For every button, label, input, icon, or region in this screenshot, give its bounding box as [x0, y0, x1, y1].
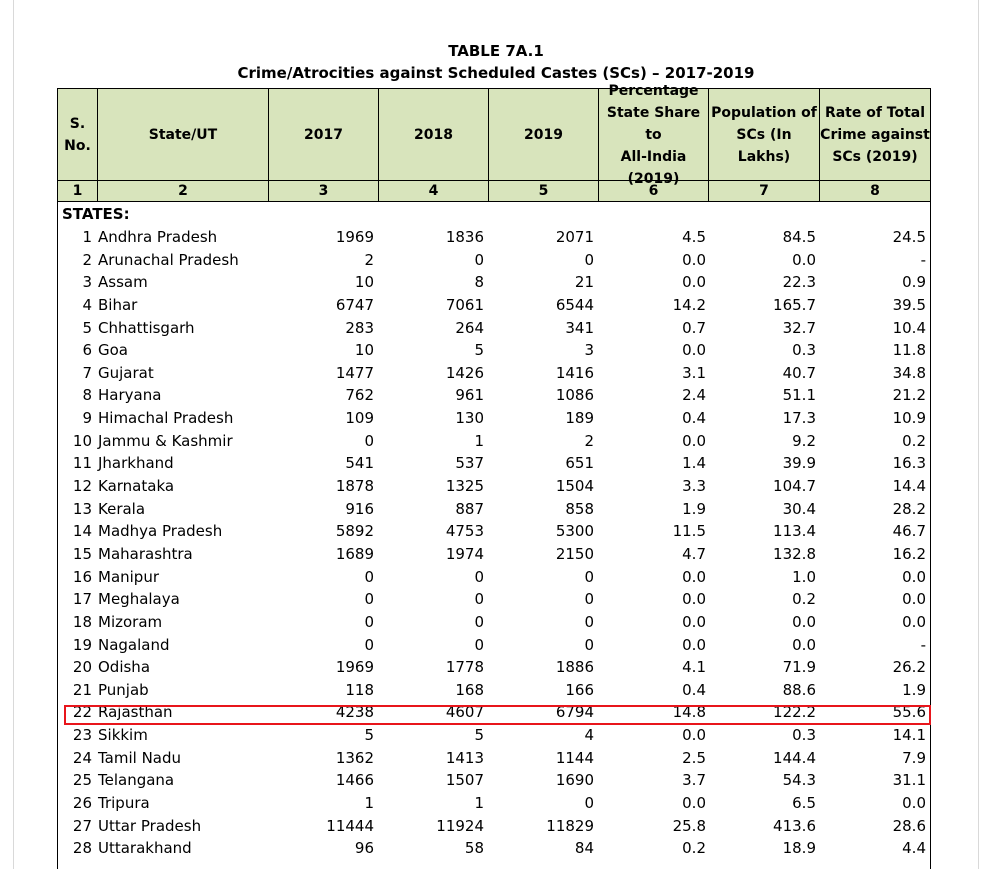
cell-share: 0.4 — [682, 680, 706, 699]
cell-rate: 0.9 — [902, 273, 926, 292]
cell-2019: 0 — [584, 590, 594, 609]
cell-2019: 6544 — [555, 295, 594, 314]
cell-rate: 14.4 — [892, 477, 926, 496]
cell-state: Mizoram — [98, 612, 163, 631]
cell-share: 0.0 — [682, 590, 706, 609]
cell-2019: 1086 — [555, 386, 594, 405]
cell-2019: 1504 — [555, 477, 594, 496]
cell-population: 18.9 — [782, 839, 816, 858]
cell-2019: 0 — [584, 567, 594, 586]
cell-share: 1.9 — [682, 499, 706, 518]
cell-2018: 264 — [455, 318, 484, 337]
cell-sno: 11 — [72, 454, 92, 473]
cell-share: 0.0 — [682, 726, 706, 745]
table-row — [58, 498, 930, 521]
cell-state: Assam — [98, 273, 148, 292]
cell-rate: 26.2 — [892, 658, 926, 677]
table-row — [58, 815, 930, 838]
cell-population: 84.5 — [782, 228, 816, 246]
cell-rate: 10.4 — [892, 318, 926, 337]
cell-rate: 0.0 — [902, 590, 926, 609]
cell-state: Haryana — [98, 386, 162, 405]
column-number-3: 3 — [269, 180, 379, 202]
cell-2017: 4238 — [335, 703, 374, 722]
cell-state: Rajasthan — [98, 703, 173, 722]
cell-2018: 1426 — [445, 363, 484, 382]
cell-2018: 1413 — [445, 748, 484, 767]
cell-state: Bihar — [98, 295, 138, 314]
section-label: STATES: — [62, 205, 130, 223]
cell-sno: 20 — [72, 658, 92, 677]
cell-2019: 2071 — [555, 228, 594, 246]
table-row — [58, 317, 930, 340]
cell-2017: 5892 — [335, 522, 374, 541]
cell-population: 22.3 — [782, 273, 816, 292]
cell-state: Meghalaya — [98, 590, 180, 609]
cell-share: 2.4 — [682, 386, 706, 405]
cell-share: 0.2 — [682, 839, 706, 858]
header-2017: 2017 — [269, 89, 379, 181]
cell-rate: 0.0 — [902, 794, 926, 813]
cell-2017: 5 — [364, 726, 374, 745]
cell-sno: 26 — [72, 794, 92, 813]
cell-2017: 10 — [354, 341, 374, 360]
cell-rate: 7.9 — [902, 748, 926, 767]
cell-share: 4.5 — [682, 228, 706, 246]
cell-2019: 1416 — [555, 363, 594, 382]
cell-2019: 189 — [565, 409, 594, 428]
cell-2018: 1778 — [445, 658, 484, 677]
cell-rate: 24.5 — [892, 228, 926, 246]
cell-sno: 21 — [72, 680, 92, 699]
cell-2017: 1969 — [335, 228, 374, 246]
cell-population: 6.5 — [792, 794, 816, 813]
table-row — [58, 634, 930, 657]
cell-2017: 1477 — [335, 363, 374, 382]
cell-2018: 961 — [455, 386, 484, 405]
cell-sno: 6 — [82, 341, 92, 360]
cell-2017: 0 — [364, 567, 374, 586]
cell-share: 4.1 — [682, 658, 706, 677]
cell-share: 1.4 — [682, 454, 706, 473]
cell-share: 0.0 — [682, 612, 706, 631]
cell-state: Punjab — [98, 680, 149, 699]
cell-population: 0.0 — [792, 250, 816, 269]
cell-state: Tripura — [98, 794, 150, 813]
cell-2017: 916 — [345, 499, 374, 518]
cell-2019: 166 — [565, 680, 594, 699]
header-population: Population of SCs (In Lakhs) — [709, 89, 820, 181]
cell-share: 0.4 — [682, 409, 706, 428]
cell-rate: 0.0 — [902, 567, 926, 586]
cell-state: Goa — [98, 341, 128, 360]
cell-2017: 0 — [364, 431, 374, 450]
table-header — [57, 83, 931, 202]
cell-2019: 1144 — [555, 748, 594, 767]
table-row — [58, 430, 930, 453]
cell-2017: 2 — [364, 250, 374, 269]
cell-2019: 0 — [584, 794, 594, 813]
cell-sno: 9 — [82, 409, 92, 428]
cell-state: Madhya Pradesh — [98, 522, 223, 541]
table-row — [58, 611, 930, 634]
cell-state: Jharkhand — [98, 454, 174, 473]
cell-state: Arunachal Pradesh — [98, 250, 239, 269]
cell-2019: 2 — [584, 431, 594, 450]
cell-rate: 28.2 — [892, 499, 926, 518]
cell-sno: 18 — [72, 612, 92, 631]
cell-2019: 11829 — [546, 816, 594, 835]
cell-sno: 15 — [72, 544, 92, 563]
cell-share: 0.0 — [682, 431, 706, 450]
header-state: State/UT — [98, 89, 269, 181]
cell-sno: 16 — [72, 567, 92, 586]
cell-2018: 130 — [455, 409, 484, 428]
cell-sno: 22 — [72, 703, 92, 722]
cell-2017: 1 — [364, 794, 374, 813]
cell-share: 0.0 — [682, 273, 706, 292]
cell-rate: 14.1 — [892, 726, 926, 745]
table-row — [58, 747, 930, 770]
cell-2018: 4607 — [445, 703, 484, 722]
cell-population: 144.4 — [773, 748, 816, 767]
cell-2018: 4753 — [445, 522, 484, 541]
cell-2017: 1689 — [335, 544, 374, 563]
cell-sno: 19 — [72, 635, 92, 654]
cell-sno: 8 — [82, 386, 92, 405]
cell-2019: 0 — [584, 612, 594, 631]
cell-share: 14.8 — [672, 703, 706, 722]
cell-population: 0.3 — [792, 341, 816, 360]
cell-rate: 0.2 — [902, 431, 926, 450]
cell-population: 0.0 — [792, 612, 816, 631]
cell-rate: 31.1 — [892, 771, 926, 790]
table-row — [58, 566, 930, 589]
cell-share: 0.0 — [682, 567, 706, 586]
cell-share: 3.7 — [682, 771, 706, 790]
cell-sno: 14 — [72, 522, 92, 541]
cell-2018: 0 — [474, 590, 484, 609]
cell-2019: 341 — [565, 318, 594, 337]
cell-state: Uttar Pradesh — [98, 816, 202, 835]
cell-rate: 16.2 — [892, 544, 926, 563]
cell-2019: 1886 — [555, 658, 594, 677]
cell-state: Karnataka — [98, 477, 175, 496]
cell-share: 0.0 — [682, 250, 706, 269]
cell-sno: 28 — [72, 839, 92, 858]
cell-state: Sikkim — [98, 726, 148, 745]
cell-2017: 1969 — [335, 658, 374, 677]
cell-state: Maharashtra — [98, 544, 193, 563]
cell-population: 54.3 — [782, 771, 816, 790]
cell-2018: 1836 — [445, 228, 484, 246]
cell-population: 9.2 — [792, 431, 816, 450]
cell-2018: 5 — [474, 341, 484, 360]
table-row — [58, 452, 930, 475]
cell-2019: 3 — [584, 341, 594, 360]
header-rate: Rate of Total Crime against SCs (2019) — [820, 105, 930, 165]
table-rows — [58, 226, 930, 860]
column-number-7: 7 — [709, 180, 820, 202]
header-share: Percentage State Share to All-India (2019) — [599, 89, 709, 181]
cell-state: Nagaland — [98, 635, 170, 654]
cell-share: 4.7 — [682, 544, 706, 563]
cell-2018: 0 — [474, 612, 484, 631]
cell-sno: 12 — [72, 477, 92, 496]
cell-sno: 17 — [72, 590, 92, 609]
cell-sno: 1 — [82, 228, 92, 246]
cell-2017: 6747 — [335, 295, 374, 314]
cell-share: 11.5 — [672, 522, 706, 541]
table-row — [58, 837, 930, 860]
cell-share: 25.8 — [672, 816, 706, 835]
cell-sno: 4 — [82, 295, 92, 314]
cell-state: Gujarat — [98, 363, 154, 382]
cell-rate: 21.2 — [892, 386, 926, 405]
cell-rate: 10.9 — [892, 409, 926, 428]
cell-population: 51.1 — [782, 386, 816, 405]
cell-sno: 7 — [82, 363, 92, 382]
cell-2018: 11924 — [436, 816, 484, 835]
cell-2017: 1362 — [335, 748, 374, 767]
table-row — [58, 792, 930, 815]
cell-2017: 541 — [345, 454, 374, 473]
cell-sno: 24 — [72, 748, 92, 767]
cell-share: 0.7 — [682, 318, 706, 337]
cell-rate: 0.0 — [902, 612, 926, 631]
table-row — [58, 656, 930, 679]
cell-rate: 46.7 — [892, 522, 926, 541]
cell-state: Kerala — [98, 499, 146, 518]
cell-population: 113.4 — [773, 522, 816, 541]
column-number-8: 8 — [820, 180, 930, 202]
table-row — [58, 724, 930, 747]
cell-2017: 118 — [345, 680, 374, 699]
cell-share: 0.0 — [682, 341, 706, 360]
cell-2019: 2150 — [555, 544, 594, 563]
cell-2018: 5 — [474, 726, 484, 745]
cell-2018: 0 — [474, 635, 484, 654]
cell-2019: 651 — [565, 454, 594, 473]
cell-2019: 21 — [574, 273, 594, 292]
cell-state: Himachal Pradesh — [98, 409, 234, 428]
cell-population: 32.7 — [782, 318, 816, 337]
cell-share: 0.0 — [682, 635, 706, 654]
cell-population: 30.4 — [782, 499, 816, 518]
column-number-6: 6 — [599, 180, 709, 202]
cell-sno: 2 — [82, 250, 92, 269]
cell-2018: 887 — [455, 499, 484, 518]
cell-population: 0.2 — [792, 590, 816, 609]
cell-state: Tamil Nadu — [98, 748, 182, 767]
cell-sno: 13 — [72, 499, 92, 518]
cell-2019: 1690 — [555, 771, 594, 790]
cell-2018: 0 — [474, 567, 484, 586]
cell-rate: 39.5 — [892, 295, 926, 314]
cell-share: 2.5 — [682, 748, 706, 767]
cell-population: 1.0 — [792, 567, 816, 586]
cell-rate: 34.8 — [892, 363, 926, 382]
table-row — [58, 384, 930, 407]
cell-2018: 0 — [474, 250, 484, 269]
cell-share: 3.3 — [682, 477, 706, 496]
cell-rate: - — [920, 250, 926, 269]
table-row — [58, 249, 930, 272]
cell-rate: - — [920, 635, 926, 654]
cell-2017: 283 — [345, 318, 374, 337]
cell-2018: 168 — [455, 680, 484, 699]
cell-state: Jammu & Kashmir — [98, 431, 233, 450]
cell-state: Chhattisgarh — [98, 318, 195, 337]
header-sno: S. No. — [58, 89, 98, 181]
cell-rate: 1.9 — [902, 680, 926, 699]
cell-population: 0.0 — [792, 635, 816, 654]
cell-state: Uttarakhand — [98, 839, 192, 858]
table-row — [58, 475, 930, 498]
table-row — [58, 362, 930, 385]
cell-2017: 0 — [364, 635, 374, 654]
cell-2018: 1507 — [445, 771, 484, 790]
cell-population: 165.7 — [773, 295, 816, 314]
cell-population: 413.6 — [773, 816, 816, 835]
cell-2018: 1974 — [445, 544, 484, 563]
cell-state: Andhra Pradesh — [98, 228, 218, 246]
cell-2018: 1325 — [445, 477, 484, 496]
column-number-5: 5 — [489, 180, 599, 202]
cell-2018: 7061 — [445, 295, 484, 314]
cell-share: 0.0 — [682, 794, 706, 813]
cell-2017: 0 — [364, 590, 374, 609]
header-2019: 2019 — [489, 89, 599, 181]
cell-sno: 3 — [82, 273, 92, 292]
cell-share: 3.1 — [682, 363, 706, 382]
cell-rate: 4.4 — [902, 839, 926, 858]
cell-state: Telangana — [98, 771, 175, 790]
row-highlight-box — [64, 705, 931, 725]
cell-2019: 6794 — [555, 703, 594, 722]
cell-2019: 5300 — [555, 522, 594, 541]
cell-2019: 858 — [565, 499, 594, 518]
cell-2018: 58 — [464, 839, 484, 858]
cell-population: 0.3 — [792, 726, 816, 745]
cell-sno: 10 — [72, 431, 92, 450]
cell-sno: 5 — [82, 318, 92, 337]
cell-rate: 28.6 — [892, 816, 926, 835]
table-title: TABLE 7A.1 — [448, 42, 544, 60]
table-row — [58, 339, 930, 362]
cell-2018: 8 — [474, 273, 484, 292]
table-row — [58, 769, 930, 792]
cell-population: 17.3 — [782, 409, 816, 428]
cell-sno: 27 — [72, 816, 92, 835]
cell-2018: 1 — [474, 431, 484, 450]
cell-2017: 1878 — [335, 477, 374, 496]
cell-2017: 10 — [354, 273, 374, 292]
cell-2019: 0 — [584, 250, 594, 269]
table-row — [58, 543, 930, 566]
cell-population: 104.7 — [773, 477, 816, 496]
cell-population: 132.8 — [773, 544, 816, 563]
cell-sno: 23 — [72, 726, 92, 745]
cell-2019: 84 — [574, 839, 594, 858]
cell-2017: 1466 — [335, 771, 374, 790]
cell-2017: 96 — [354, 839, 374, 858]
cell-state: Manipur — [98, 567, 160, 586]
cell-rate: 11.8 — [892, 341, 926, 360]
cell-2017: 11444 — [326, 816, 374, 835]
cell-population: 39.9 — [782, 454, 816, 473]
cell-2018: 537 — [455, 454, 484, 473]
table-row — [58, 588, 930, 611]
column-number-4: 4 — [379, 180, 489, 202]
cell-2017: 762 — [345, 386, 374, 405]
table-row — [58, 679, 930, 702]
cell-2019: 4 — [584, 726, 594, 745]
table-row — [58, 294, 930, 317]
cell-state: Odisha — [98, 658, 151, 677]
cell-2019: 0 — [584, 635, 594, 654]
cell-share: 14.2 — [672, 295, 706, 314]
cell-sno: 25 — [72, 771, 92, 790]
cell-rate: 16.3 — [892, 454, 926, 473]
header-2018: 2018 — [379, 89, 489, 181]
table-row — [58, 520, 930, 543]
cell-population: 122.2 — [773, 703, 816, 722]
cell-2017: 0 — [364, 612, 374, 631]
column-number-1: 1 — [58, 180, 98, 202]
cell-2018: 1 — [474, 794, 484, 813]
table-row — [58, 271, 930, 294]
cell-rate: 55.6 — [892, 703, 926, 722]
cell-2017: 109 — [345, 409, 374, 428]
column-number-2: 2 — [98, 180, 269, 202]
table-row — [58, 226, 930, 249]
table-subtitle: Crime/Atrocities against Scheduled Castes (SCs) – 2017-2019 — [237, 64, 755, 82]
table-row — [58, 407, 930, 430]
cell-population: 40.7 — [782, 363, 816, 382]
cell-population: 88.6 — [782, 680, 816, 699]
cell-population: 71.9 — [782, 658, 816, 677]
